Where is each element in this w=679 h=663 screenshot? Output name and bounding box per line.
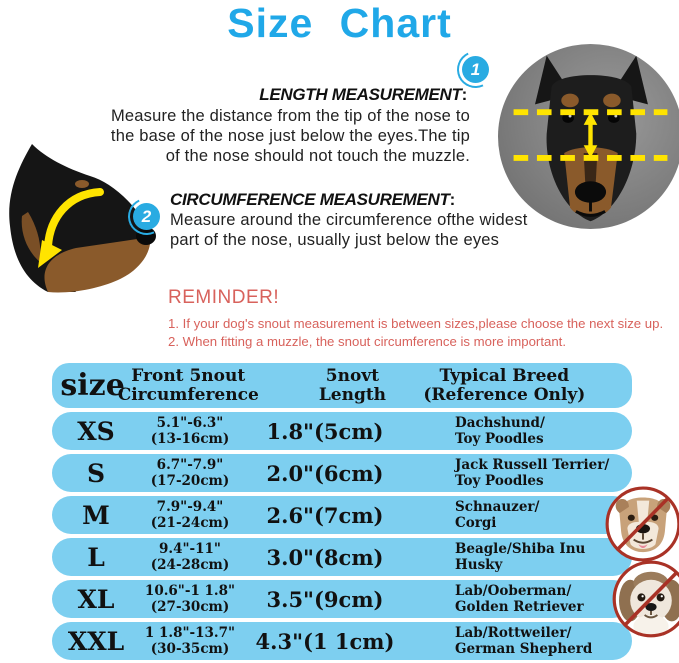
step-2-badge	[133, 203, 160, 230]
circumference-range-cm: (17-20cm)	[150, 473, 230, 489]
reminder-item-2: 2. When fitting a muzzle, the snout circumference is more important.	[168, 334, 566, 349]
circumference-line-1: Measure around the circumference ofthe widest	[170, 211, 528, 229]
reminder-item-1: 1. If your dog's snout measurement is between sizes,please choose the next size up.	[168, 316, 664, 331]
step-1-number: 1	[470, 59, 481, 79]
size-label: XL	[77, 584, 115, 614]
length-value: 3.0"(8cm)	[266, 544, 384, 570]
breed-line-1: Lab/Rottweiler/	[455, 624, 572, 641]
circumference-range: 9.4"-11"	[159, 541, 221, 557]
header-size: size	[60, 368, 125, 403]
circumference-range-cm: (24-28cm)	[150, 557, 230, 573]
table-header-row	[52, 363, 632, 408]
table-row-xl	[52, 580, 632, 618]
header-breed-line-1: Typical Breed	[439, 365, 570, 386]
length-value: 1.8"(5cm)	[266, 418, 384, 444]
length-line-1: Measure the distance from the tip of the nose to	[110, 107, 470, 125]
circumference-range: 10.6"-1 1.8"	[144, 583, 236, 599]
circumference-range-cm: (13-16cm)	[150, 431, 230, 447]
table-row-m	[52, 496, 632, 534]
breed-value	[410, 625, 620, 658]
breed-line-1: Beagle/Shiba Inu	[455, 540, 586, 557]
length-measurement-heading	[259, 85, 467, 105]
header-breed-line-2: (Reference Only)	[423, 384, 586, 405]
size-label: S	[86, 458, 106, 488]
breed-line-2: Toy Poodles	[455, 431, 544, 447]
size-label: XS	[77, 416, 115, 446]
header-circumference-line-1: Front 5nout	[131, 365, 246, 386]
doberman-front-photo	[498, 44, 679, 229]
table-row-l	[52, 538, 632, 576]
length-value: 3.5"(9cm)	[266, 586, 384, 612]
breed-value	[410, 499, 620, 532]
circumference-value	[140, 583, 240, 615]
circumference-range: 1 1.8"-13.7"	[144, 625, 236, 641]
length-line-2: the base of the nose just below the eyes.The tip	[110, 127, 470, 145]
header-circumference	[118, 367, 258, 405]
breed-value	[410, 415, 620, 448]
circumference-range-cm: (27-30cm)	[150, 599, 230, 615]
breed-value	[410, 457, 620, 490]
circumference-value	[140, 625, 240, 657]
header-length	[283, 367, 421, 405]
circumference-line-2: part of the nose, usually just below the eyes	[170, 231, 500, 249]
step-2-number: 2	[141, 206, 152, 226]
not-suitable-bulldog-stamp	[604, 485, 679, 563]
reminder-title: REMINDER!	[168, 287, 280, 308]
header-length-line-2: Length	[318, 384, 387, 405]
header-length-line-1: 5novt	[325, 365, 380, 386]
breed-line-2: Toy Poodles	[455, 473, 544, 489]
circumference-range: 7.9"-9.4"	[156, 499, 224, 515]
not-suitable-shihtzu-stamp	[611, 559, 679, 639]
table-row-xs	[52, 412, 632, 450]
header-circumference-line-2: Circumference	[117, 384, 259, 405]
table-row-s	[52, 454, 632, 492]
circumference-value	[140, 415, 240, 447]
length-measurement-text	[111, 106, 470, 166]
circumference-measurement-heading	[170, 190, 455, 210]
step-1-badge	[462, 56, 489, 83]
page-title: Size Chart	[227, 0, 452, 46]
reminder-section	[168, 287, 663, 351]
circumference-measurement-text	[170, 210, 528, 250]
size-label: M	[82, 500, 110, 530]
no-shihtzu-icon	[611, 559, 679, 639]
breed-line-1: Dachshund/	[455, 414, 545, 431]
circumference-range-cm: (30-35cm)	[150, 641, 230, 657]
circumference-value	[140, 499, 240, 531]
header-breed	[417, 367, 632, 405]
breed-value	[410, 583, 620, 616]
length-line-3: of the nose should not touch the muzzle.	[165, 147, 470, 165]
breed-line-2: Husky	[455, 557, 503, 573]
breed-line-2: Golden Retriever	[455, 599, 584, 615]
breed-line-1: Schnauzer/	[455, 498, 540, 515]
circumference-heading-colon: :	[449, 190, 455, 209]
breed-line-2: German Shepherd	[455, 641, 593, 657]
circumference-range: 6.7"-7.9"	[156, 457, 224, 473]
length-heading-colon: :	[461, 85, 467, 104]
circumference-heading-text: CIRCUMFERENCE MEASUREMENT	[170, 190, 450, 209]
length-value: 2.6"(7cm)	[266, 502, 384, 528]
size-label: XXL	[67, 626, 125, 656]
breed-line-2: Corgi	[455, 515, 497, 531]
size-label: L	[87, 542, 105, 572]
length-measure-illustration	[498, 44, 679, 229]
breed-line-1: Lab/Ooberman/	[455, 582, 572, 599]
breed-line-1: Jack Russell Terrier/	[455, 456, 610, 473]
table-row-xxl	[52, 622, 632, 660]
length-heading-text: LENGTH MEASUREMENT	[259, 85, 462, 104]
size-table	[52, 363, 632, 663]
breed-value	[410, 541, 620, 574]
length-value: 4.3"(1 1cm)	[255, 628, 395, 654]
circumference-value	[140, 457, 240, 489]
circumference-value	[140, 541, 240, 573]
length-value: 2.0"(6cm)	[266, 460, 384, 486]
circumference-range-cm: (21-24cm)	[150, 515, 230, 531]
circumference-range: 5.1"-6.3"	[156, 415, 224, 431]
no-bulldog-icon	[604, 485, 679, 563]
